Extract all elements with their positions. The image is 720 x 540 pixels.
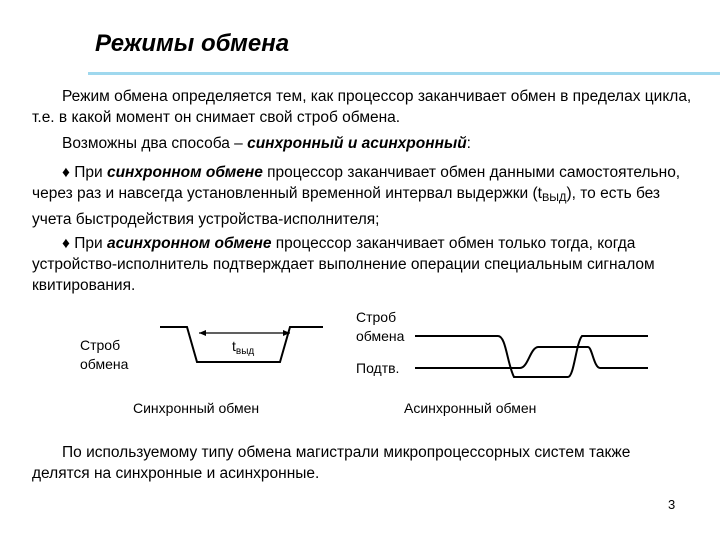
async-strobe-label-1: Строб: [356, 309, 397, 325]
closing-paragraph: По используемому типу обмена магистрали микропроцессорных систем также делятся на синхронные и асинхронные.: [32, 444, 631, 482]
bullet-sync-tail: ), то есть без учета быстродействия устройства-исполнителя;: [32, 185, 661, 228]
sync-strobe-label-1: Строб: [80, 337, 121, 353]
timing-diagram: [0, 300, 720, 425]
sync-strobe-label-2: обмена: [80, 356, 129, 372]
intro-paragraph: Режим обмена определяется тем, как процессор заканчивает обмен в пределах цикла, т.е. в какой момент он снимает свой строб обмена.: [32, 88, 692, 126]
bullet-async-emphasis: асинхронном обмене: [106, 235, 272, 252]
sync-time-label: [232, 338, 254, 357]
bullet-async: [32, 233, 692, 296]
bullet-sync-emphasis: синхронном обмене: [106, 164, 263, 181]
async-caption: Асинхронный обмен: [404, 400, 537, 416]
async-strobe-waveform: [415, 336, 648, 377]
slide-title: Режимы обмена: [95, 30, 290, 57]
async-ack-label: Подтв.: [356, 360, 400, 376]
async-strobe-label-2: обмена: [356, 328, 405, 344]
page-number: 3: [668, 497, 676, 512]
ways-paragraph: [62, 133, 692, 154]
ways-suffix: :: [466, 135, 471, 152]
sync-caption: Синхронный обмен: [133, 400, 260, 416]
bullet-async-lead: ♦ При: [62, 235, 107, 252]
bullet-sync: [32, 162, 692, 230]
bullet-async-text: процессор заканчивает обмен только тогда, когда устройство-исполнитель подтверждает выполнение операции специальным сигналом квитирования.: [32, 235, 655, 294]
sync-time-letter: t: [232, 338, 236, 354]
bullet-sync-lead: ♦ При: [62, 164, 107, 181]
ways-prefix: Возможны два способа –: [62, 135, 248, 152]
ways-emphasis: синхронный и асинхронный: [247, 135, 467, 152]
bullet-sync-subscript: ВЫД: [541, 192, 567, 204]
sync-time-subscript: выд: [235, 346, 255, 357]
async-ack-waveform: [415, 347, 648, 368]
title-divider: [88, 72, 720, 75]
bullet-sync-text: процессор заканчивает обмен данными самостоятельно, через раз и навсегда установленный временной интервал выдержки (t: [32, 164, 681, 202]
